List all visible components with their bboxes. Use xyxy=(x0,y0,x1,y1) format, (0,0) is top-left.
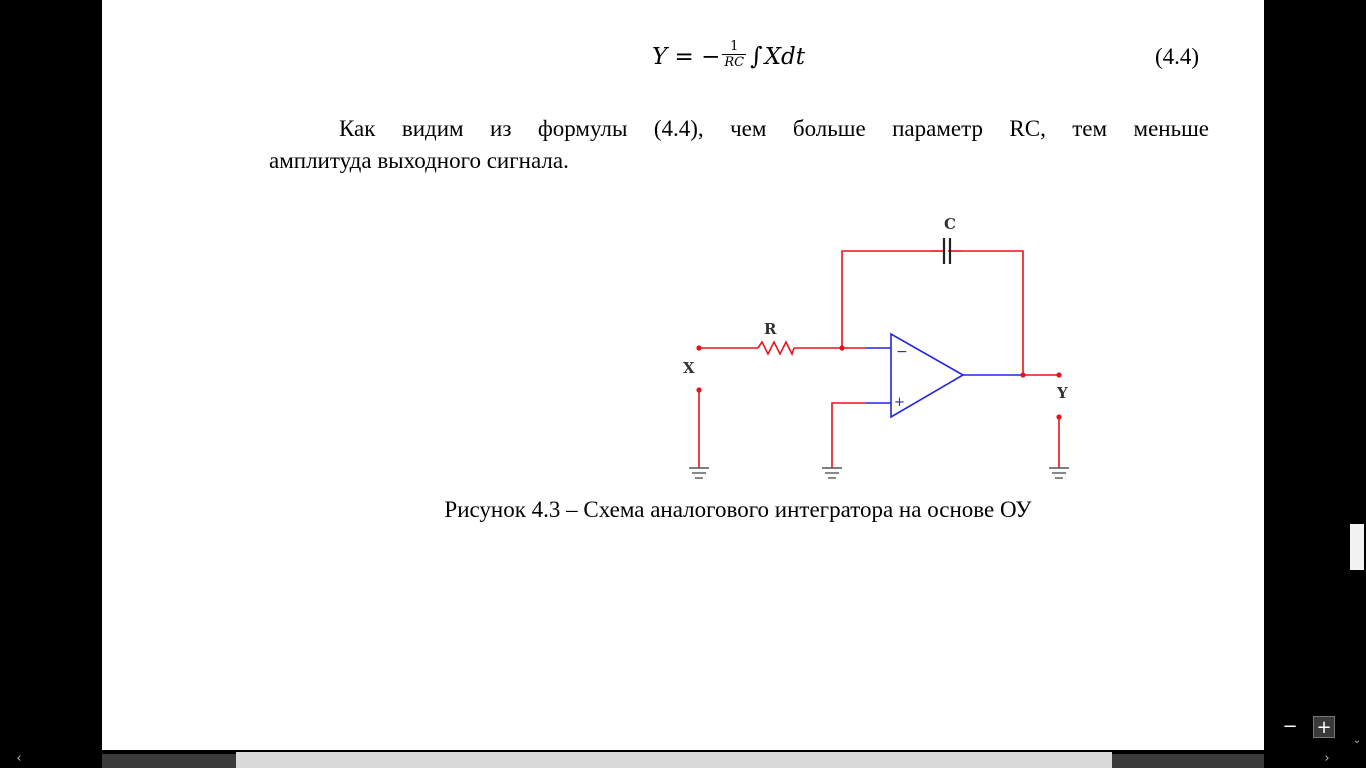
output-label: Y xyxy=(1057,384,1068,402)
noninv-ground-wire xyxy=(832,403,866,468)
opamp-minus-label: − xyxy=(896,344,908,360)
output-ground-node xyxy=(1056,414,1061,419)
integrator-circuit-diagram xyxy=(564,205,1068,490)
capacitor-label: C xyxy=(944,215,956,233)
inverting-node xyxy=(839,345,844,350)
paragraph-line-1: Как видим из формулы (4.4), чем больше параметр RC, тем меньше xyxy=(339,116,1209,141)
ground-symbol-y xyxy=(1049,468,1069,478)
resistor-label: R xyxy=(764,320,777,338)
input-node-x xyxy=(696,345,701,350)
formula-fraction xyxy=(722,39,746,70)
input-ground-node xyxy=(696,387,701,392)
output-node xyxy=(1020,372,1025,377)
horizontal-scrollbar-track-left[interactable] xyxy=(102,754,236,768)
formula-number: (4.4) xyxy=(1155,44,1200,69)
resistor-symbol xyxy=(758,342,794,354)
capacitor-symbol xyxy=(930,238,962,264)
formula-expression xyxy=(652,38,805,74)
vertical-scrollbar-thumb[interactable] xyxy=(1350,524,1364,570)
feedback-wire-left xyxy=(842,251,930,348)
horizontal-scrollbar-thumb[interactable] xyxy=(236,752,1112,768)
horizontal-scrollbar-track-right[interactable] xyxy=(1112,754,1264,768)
zoom-in-button[interactable]: + xyxy=(1313,716,1335,738)
vertical-scrollbar[interactable] xyxy=(1348,0,1366,750)
ground-symbol-x xyxy=(689,468,709,478)
figure-caption: Рисунок 4.3 – Схема аналогового интегратора на основе ОУ xyxy=(444,497,1032,522)
output-terminal-y xyxy=(1056,372,1061,377)
formula-rhs: Xdt xyxy=(764,44,805,70)
feedback-wire-right xyxy=(962,251,1023,375)
scroll-down-icon[interactable]: ⌄ xyxy=(1352,735,1362,746)
cut-off-text-line xyxy=(102,0,1264,8)
ground-symbol-opamp xyxy=(822,468,842,478)
formula-fraction-denominator: RC xyxy=(724,54,745,70)
body-paragraph xyxy=(269,113,1209,177)
scroll-left-icon[interactable]: ‹ xyxy=(16,751,22,766)
formula-lhs: Y = − xyxy=(652,44,721,70)
scroll-right-icon[interactable]: › xyxy=(1324,751,1330,766)
paragraph-line-2: амплитуда выходного сигнала. xyxy=(269,148,569,173)
input-label: X xyxy=(683,359,695,377)
integral-sign: ∫ xyxy=(750,42,763,70)
horizontal-scrollbar[interactable] xyxy=(0,750,1366,768)
formula-4-4 xyxy=(102,34,1264,84)
opamp-symbol xyxy=(866,334,1023,417)
document-page xyxy=(102,0,1264,750)
formula-fraction-numerator: 1 xyxy=(722,39,746,55)
opamp-plus-label: + xyxy=(894,395,905,410)
zoom-out-button[interactable]: − xyxy=(1279,716,1301,738)
